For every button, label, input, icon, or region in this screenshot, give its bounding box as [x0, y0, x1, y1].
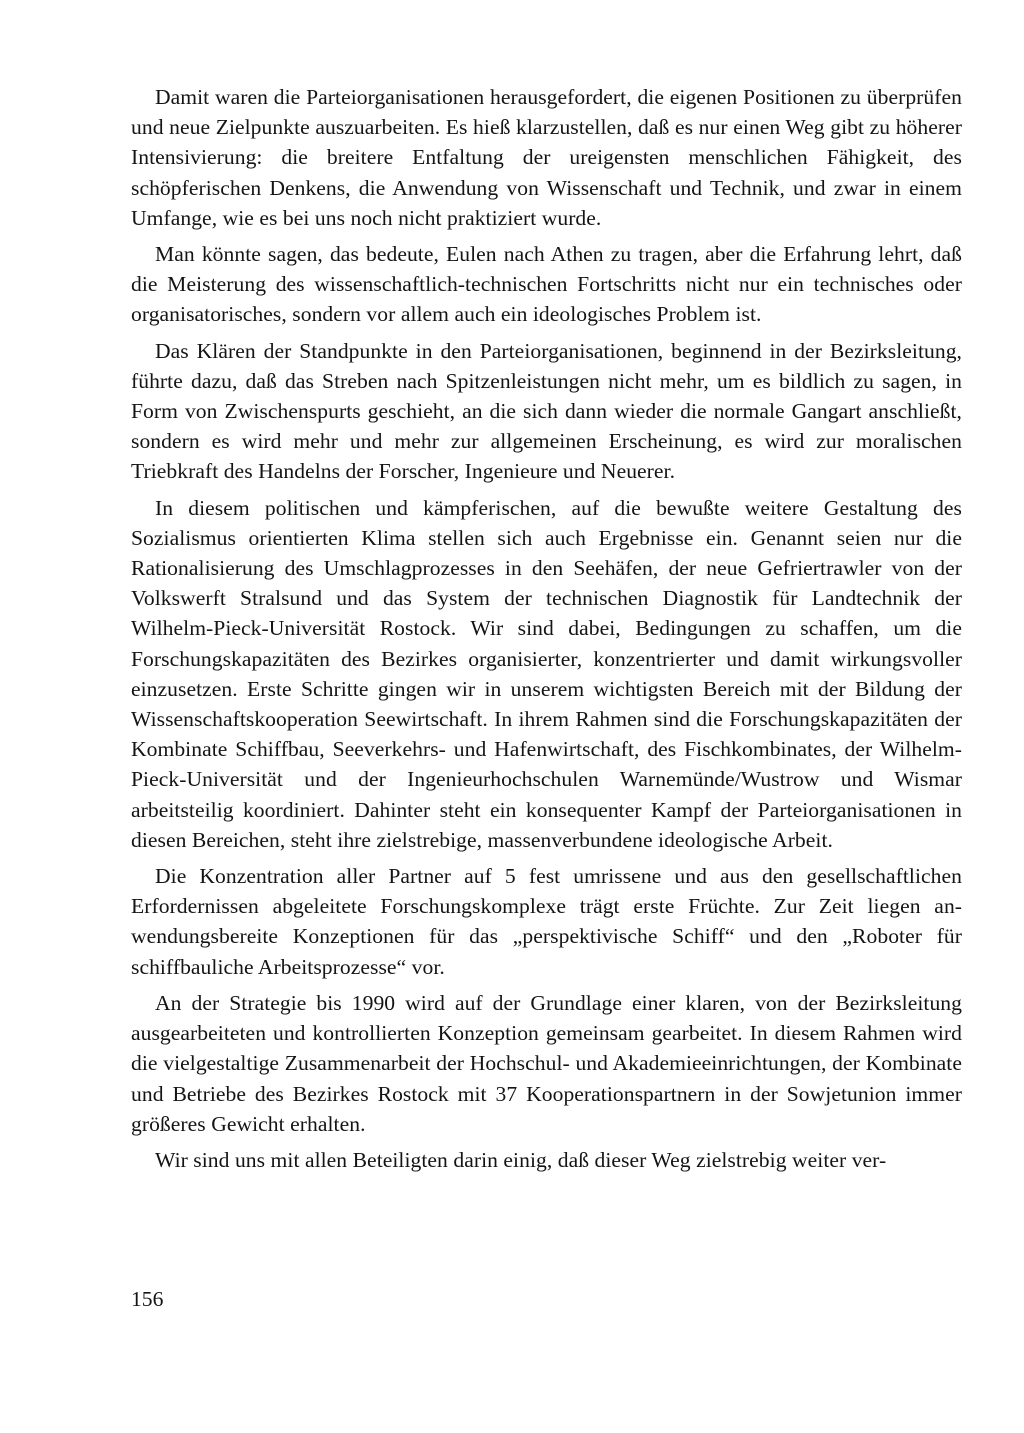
- paragraph-6: An der Strategie bis 1990 wird auf der Grundlage einer klaren, von der Bezirksleitung ausgearbeiteten und kontrollierten Konzeption gemeinsam gearbeitet. In diesem Rahmen wird die vielgestaltige Zusammenarbeit der Hochschul- und Akademieeinrichtungen, der Kombinate und Betriebe des Bezirkes Rostock mit 37 Kooperationspartnern in der Sowjetunion immer größeres Gewicht erhalten.: [131, 990, 962, 1136]
- paragraph-4: In diesem politischen und kämpferischen, auf die bewußte weitere Gestaltung des Sozialismus orientierten Klima stellen sich auch Ergebnisse ein. Genannt seien nur die Rationalisierung des Umschlagprozesses in den Seehäfen, der neue Gefriertrawler von der Volkswerft Stralsund und das System der technischen Diagnostik für Landtechnik der Wilhelm-Pieck-Universität Rostock. Wir sind dabei, Bedingungen zu schaffen, um die Forschungskapazitäten des Bezirkes organisierter, konzentrierter und damit wirkungsvoller einzusetzen. Erste Schritte gingen wir in unserem wichtigsten Bereich mit der Bildung der Wissenschaftskooperation Seewirtschaft. In ihrem Rahmen sind die Forschungskapazitäten der Kombinate Schiffbau, Seeverkehrs- und Hafenwirtschaft, des Fischkombinates, der Wilhelm-Pieck-Universität und der Ingenieurhochschulen Warnemünde/Wustrow und Wismar arbeitsteilig koordiniert. Dahinter steht ein konsequenter Kampf der Parteiorganisationen in diesen Bereichen, steht ihre zielstrebige, massenverbundene ideologische Arbeit.: [131, 495, 962, 852]
- paragraph-1: Damit waren die Parteiorganisationen herausgefordert, die eigenen Positionen zu überprüfen und neue Zielpunkte auszuarbeiten. Es hieß klarzustellen, daß es nur einen Weg gibt zu höherer Intensivierung: die breitere Entfaltung der ureigensten menschlichen Fähigkeit, des schöpferischen Denkens, die Anwendung von Wissenschaft und Technik, und zwar in einem Umfange, wie es bei uns noch nicht praktiziert wurde.: [131, 85, 962, 230]
- paragraph-5: Die Konzentration aller Partner auf 5 fest umrissene und aus den gesellschaftlichen Erfordernissen abgeleitete Forschungskomplexe trägt erste Früchte. Zur Zeit liegen anwendungsbereite Konzeptionen für das „perspektivische Schiff“ und den „Roboter für schiffbauliche Arbeitsprozesse“ vor.: [131, 864, 962, 979]
- page-number: 156: [131, 1287, 164, 1311]
- paragraph-2: Man könnte sagen, das bedeute, Eulen nach Athen zu tragen, aber die Erfahrung lehrt, daß die Meisterung des wissenschaftlich-technischen Fortschritts nicht nur ein technisches oder organisatorisches, sondern vor allem auch ein ideologisches Problem ist.: [131, 242, 962, 327]
- page-body: [131, 82, 962, 1181]
- paragraph-7: Wir sind uns mit allen Beteiligten darin einig, daß dieser Weg zielstrebig weiter ver-: [155, 1147, 887, 1172]
- paragraph-3: Das Klären der Standpunkte in den Parteiorganisationen, beginnend in der Bezirksleitung, führte dazu, daß das Streben nach Spitzenleistungen nicht mehr, um es bildlich zu sagen, in Form von Zwischenspurts geschieht, an die sich dann wieder die normale Gangart anschließt, sondern es wird mehr und mehr zur allgemeinen Erscheinung, es wird zur moralischen Triebkraft des Handelns der Forscher, Ingenieure und Neuerer.: [131, 338, 962, 484]
